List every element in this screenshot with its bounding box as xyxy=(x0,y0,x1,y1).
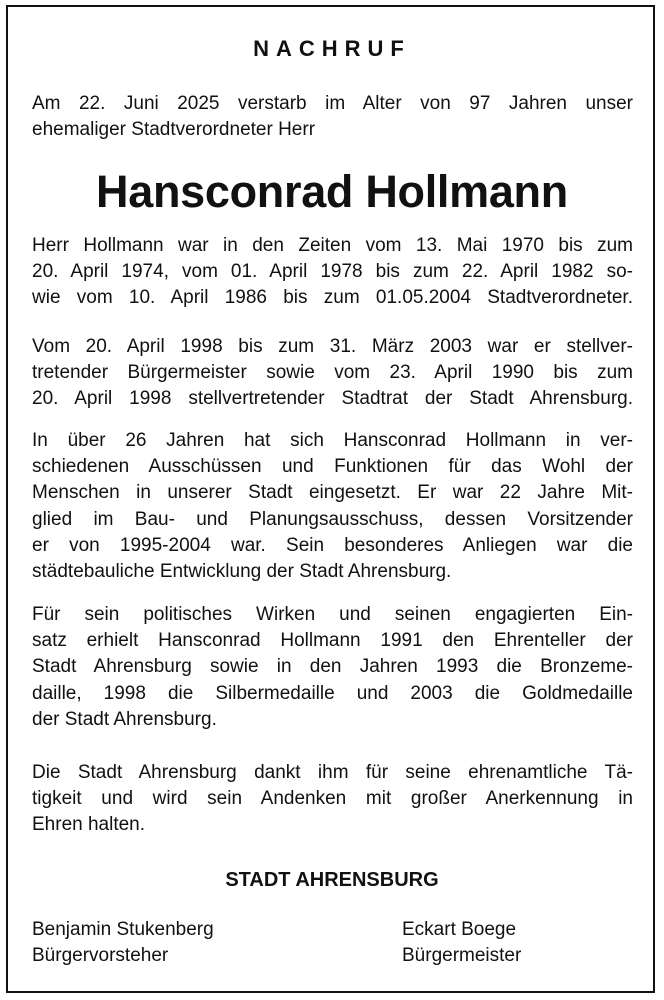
paragraph-line: der Stadt Ahrensburg. xyxy=(32,708,217,730)
signatory-title: Bürgervorsteher xyxy=(32,945,169,966)
paragraph-line: 20. April 1998 stellvertretender Stadtrat der Stadt Ahrensburg. xyxy=(32,388,633,410)
paragraph-committees xyxy=(32,428,633,585)
paragraph-line: Für sein politisches Wirken und seinen engagierten Ein- xyxy=(32,604,633,625)
paragraph-terms xyxy=(32,233,633,312)
intro-line: Am 22. Juni 2025 verstarb im Alter von 97 Jahren unser xyxy=(32,93,633,114)
paragraph-line: wie vom 10. April 1986 bis zum 01.05.2004 Stadtverordneter. xyxy=(32,287,633,309)
signatory-title: Bürgermeister xyxy=(402,945,522,966)
paragraph-line: Die Stadt Ahrensburg dankt ihm für seine ehrenamtliche Tä- xyxy=(32,762,633,783)
paragraph-line: tigkeit und wird sein Andenken mit großer Anerkennung in xyxy=(32,788,633,810)
paragraph-thanks xyxy=(32,760,633,839)
paragraph-line: schiedenen Ausschüssen und Funktionen für das Wohl der xyxy=(32,456,633,478)
signatory-name: Benjamin Stukenberg xyxy=(32,919,214,940)
paragraph-line: In über 26 Jahren hat sich Hansconrad Hollmann in ver- xyxy=(32,430,633,451)
paragraph-line: daille, 1998 die Silbermedaille und 2003 die Goldmedaille xyxy=(32,682,633,704)
paragraph-line: satz erhielt Hansconrad Hollmann 1991 den Ehrenteller der xyxy=(32,630,633,652)
signatory-right xyxy=(402,917,521,969)
paragraph-line: Herr Hollmann war in den Zeiten vom 13. Mai 1970 bis zum xyxy=(32,235,633,256)
paragraph-line: glied im Bau- und Planungsausschuss, dessen Vorsitzender xyxy=(32,508,633,530)
signatory-left xyxy=(32,917,214,969)
paragraph-line: städtebauliche Entwicklung der Stadt Ahrensburg. xyxy=(32,561,452,583)
paragraph-line: er von 1995-2004 war. Sein besonderes Anliegen war die xyxy=(32,534,633,556)
deceased-name: Hansconrad Hollmann xyxy=(96,166,568,217)
notice-heading: NACHRUF xyxy=(253,36,411,61)
organization-name: STADT AHRENSBURG xyxy=(225,869,439,891)
paragraph-line: Vom 20. April 1998 bis zum 31. März 2003 war er stellver- xyxy=(32,336,633,357)
paragraph-line: tretender Bürgermeister sowie vom 23. April 1990 bis zum xyxy=(32,362,633,384)
intro-line: ehemaliger Stadtverordneter Herr xyxy=(32,119,316,141)
paragraph-line: Ehren halten. xyxy=(32,814,146,836)
paragraph-offices xyxy=(32,334,633,413)
paragraph-honors xyxy=(32,602,633,733)
paragraph-line: Stadt Ahrensburg sowie in den Jahren 1993 die Bronzeme- xyxy=(32,656,633,678)
signatory-name: Eckart Boege xyxy=(402,919,517,940)
paragraph-line: 20. April 1974, vom 01. April 1978 bis zum 22. April 1982 so- xyxy=(32,261,633,283)
paragraph-line: Menschen in unserer Stadt eingesetzt. Er war 22 Jahre Mit- xyxy=(32,482,633,504)
intro-paragraph xyxy=(32,91,633,143)
